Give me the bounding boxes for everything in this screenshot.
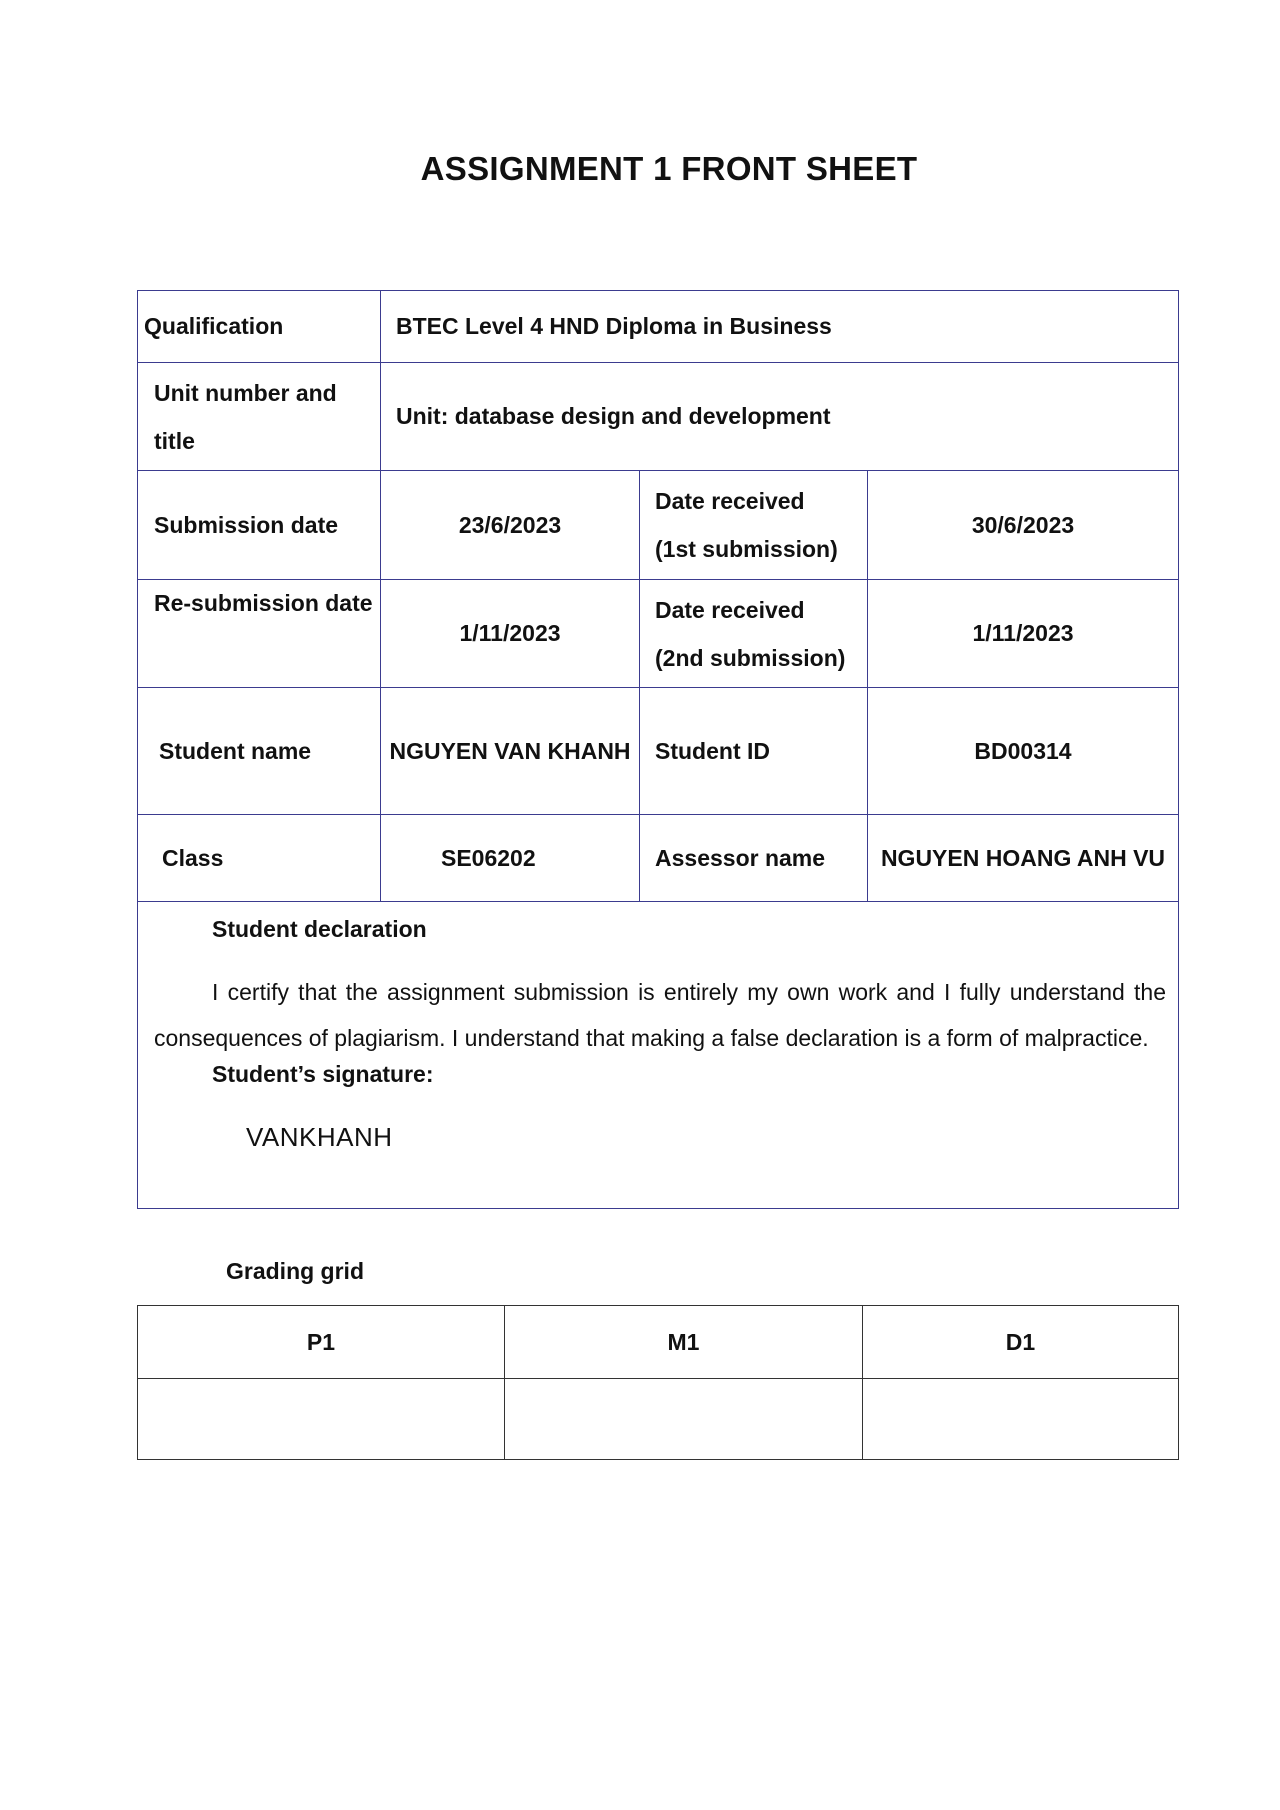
grade-d1-header: D1 <box>863 1306 1179 1379</box>
grade-p1-header: P1 <box>138 1306 505 1379</box>
unit-label-line1: Unit number and <box>154 379 337 406</box>
declaration-text: I certify that the assignment submission is entirely my own work and I fully understand the consequences of plagiarism. I understand that making a false declaration is a form of malpractice. <box>154 979 1166 1051</box>
page-title: ASSIGNMENT 1 FRONT SHEET <box>420 150 918 187</box>
student-name-label: Student name <box>138 688 381 815</box>
class-label: Class <box>138 815 381 902</box>
date-received-1st-label <box>640 471 868 580</box>
date-received-2nd-value: 1/11/2023 <box>868 580 1179 688</box>
resubmission-row <box>138 580 1179 688</box>
grade-p1-cell[interactable] <box>138 1379 505 1460</box>
front-sheet-table <box>137 290 1179 1209</box>
date-received-1st-line2: (1st submission) <box>655 536 838 562</box>
declaration-row <box>138 902 1179 1209</box>
assessor-name-value: NGUYEN HOANG ANH VU <box>868 815 1179 902</box>
resubmission-date-value: 1/11/2023 <box>381 580 640 688</box>
class-row <box>138 815 1179 902</box>
unit-value: Unit: database design and development <box>381 363 1179 471</box>
student-signature: VANKHANH <box>246 1122 393 1152</box>
assessor-name-label: Assessor name <box>640 815 868 902</box>
qualification-row <box>138 291 1179 363</box>
grade-m1-header: M1 <box>505 1306 863 1379</box>
grading-grid-header-row <box>138 1306 1179 1379</box>
declaration-heading: Student declaration <box>212 916 427 942</box>
grading-grid-heading: Grading grid <box>226 1258 364 1284</box>
resubmission-date-label: Re-submission date <box>138 580 381 688</box>
student-id-value: BD00314 <box>868 688 1179 815</box>
submission-date-value: 23/6/2023 <box>381 471 640 580</box>
qualification-value: BTEC Level 4 HND Diploma in Business <box>381 291 1179 363</box>
student-row <box>138 688 1179 815</box>
student-id-label: Student ID <box>640 688 868 815</box>
unit-label <box>138 363 381 471</box>
date-received-2nd-line2: (2nd submission) <box>655 644 846 671</box>
grading-grid-table <box>137 1305 1179 1460</box>
date-received-1st-line1: Date received <box>655 488 805 514</box>
date-received-2nd-line1: Date received <box>655 596 805 623</box>
date-received-2nd-label <box>640 580 868 688</box>
unit-row <box>138 363 1179 471</box>
grade-m1-cell[interactable] <box>505 1379 863 1460</box>
grade-d1-cell[interactable] <box>863 1379 1179 1460</box>
submission-date-label: Submission date <box>138 471 381 580</box>
qualification-label: Qualification <box>138 291 381 363</box>
signature-label: Student’s signature: <box>212 1061 434 1087</box>
submission-row <box>138 471 1179 580</box>
grading-grid-value-row <box>138 1379 1179 1460</box>
class-value: SE06202 <box>381 815 640 902</box>
date-received-1st-value: 30/6/2023 <box>868 471 1179 580</box>
declaration-cell <box>138 902 1179 1209</box>
unit-label-line2: title <box>154 427 195 454</box>
student-name-value: NGUYEN VAN KHANH <box>381 688 640 815</box>
